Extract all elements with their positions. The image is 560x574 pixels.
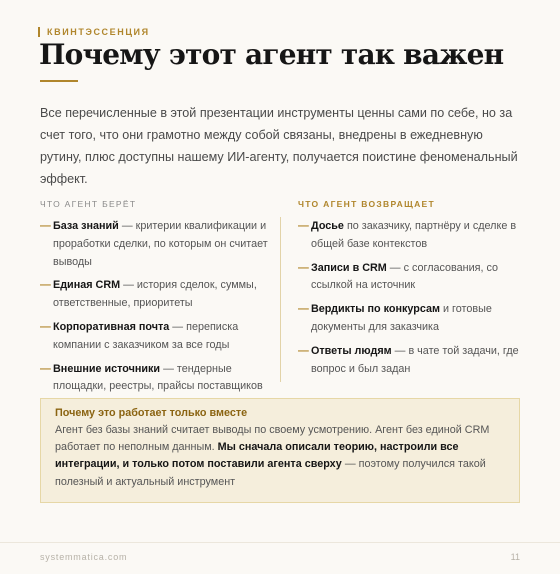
item-term: Внешние источники (53, 362, 161, 375)
list-item (298, 343, 524, 379)
returns-column (298, 199, 524, 384)
kicker-bar (38, 27, 40, 37)
page-number: 11 (510, 552, 520, 562)
footer-divider (0, 542, 560, 543)
dash-marker: — (298, 303, 309, 316)
why-together-callout (40, 398, 520, 503)
dash-marker: — (40, 362, 51, 375)
page-title: Почему этот агент так важен (39, 38, 504, 71)
callout-title: Почему это работает только вместе (55, 407, 248, 419)
item-term: Записи в CRM (311, 261, 387, 274)
item-sep: — (118, 220, 136, 232)
item-desc: переписка компании с заказчиком за все годы (53, 320, 239, 351)
callout-text-plain: — поэтому получился такой полезный и актуальный инструмент (55, 458, 486, 488)
list-item (298, 301, 524, 337)
takes-column (40, 199, 268, 402)
item-sep: — (120, 279, 137, 292)
item-term: Корпоративная почта (53, 320, 170, 333)
callout-text-bold: Мы сначала описали теорию, настроили все интеграции, и только потом поставили агента сверху (55, 441, 459, 471)
item-term: Единая CRM (53, 279, 121, 292)
item-term: Досье (311, 220, 344, 232)
kicker-label: КВИНТЭССЕНЦИЯ (47, 27, 150, 37)
item-desc: и готовые документы для заказчика (311, 303, 492, 333)
dash-marker: — (40, 320, 51, 333)
dash-marker: — (298, 344, 309, 357)
item-term: Ответы людям (311, 344, 392, 357)
section-kicker (38, 27, 150, 37)
item-desc: тендерные площадки, реестры, прайсы поставщиков (53, 362, 263, 393)
returns-heading: ЧТО АГЕНТ ВОЗВРАЩАЕТ (298, 199, 435, 209)
list-item (40, 319, 268, 355)
list-item (40, 277, 268, 313)
item-desc: критерии квалификации и проработки сделки, по которым он считает выводы (53, 220, 268, 268)
item-sep: — (386, 261, 404, 274)
item-desc: с согласования, со ссылкой на источник (311, 261, 499, 292)
item-sep: — (391, 344, 409, 357)
item-term: Вердикты по конкурсам (311, 303, 441, 316)
item-sep: — (169, 320, 187, 333)
title-underline (40, 80, 78, 82)
callout-text-plain: Агент без базы знаний считает выводы по своему усмотрению. Агент без единой CRM работает по неполным данным. (55, 424, 490, 454)
item-sep: — (160, 362, 177, 375)
item-term: База знаний (53, 220, 119, 232)
list-item (40, 361, 268, 397)
dash-marker: — (40, 220, 51, 232)
dash-marker: — (40, 279, 51, 292)
item-desc: по заказчику, партнёру и сделке в общей базе контекстов (311, 220, 517, 250)
list-item (298, 218, 524, 254)
callout-text (55, 422, 505, 491)
item-desc: в чате той задачи, где вопрос и был задан (311, 344, 519, 375)
intro-paragraph: Все перечисленные в этой презентации инструменты ценны сами по себе, но за счет того, что они грамотно между собой связаны, внедрены в ежедневную рутину, плюс доступны нашему ИИ-агенту, получается поистине феноменальный эффект. (40, 106, 518, 186)
item-desc: история сделок, суммы, ответственные, приоритеты (53, 279, 257, 310)
column-divider (280, 217, 281, 382)
footer-site: systemmatica.com (40, 552, 128, 562)
dash-marker: — (298, 261, 309, 274)
takes-heading: ЧТО АГЕНТ БЕРЁТ (40, 199, 137, 209)
list-item (298, 260, 524, 296)
list-item (40, 218, 268, 271)
dash-marker: — (298, 220, 309, 232)
